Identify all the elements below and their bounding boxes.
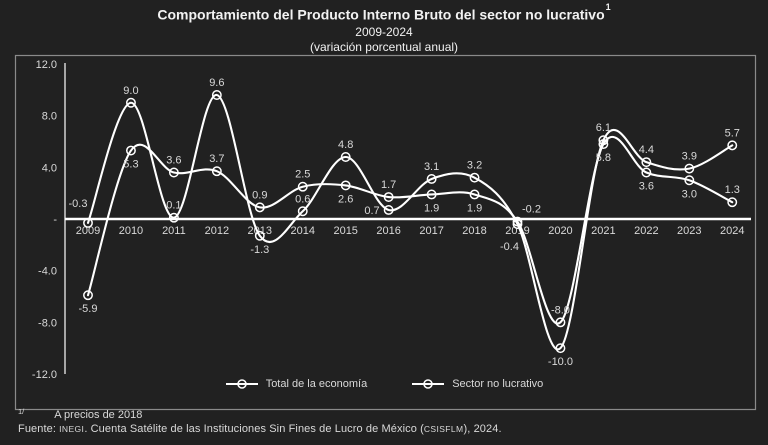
x-axis-year-label: 2020: [548, 225, 573, 237]
chart-units-label: (variación porcentual anual): [309, 39, 459, 54]
footnote-text: A precios de 2018: [54, 409, 143, 421]
data-point-label: 9.0: [123, 84, 139, 97]
data-point-label: 0.1: [166, 199, 182, 212]
data-point-label: 0.9: [252, 189, 268, 202]
footnote-ref: 1/: [18, 407, 25, 416]
data-point-label: 3.1: [423, 160, 440, 173]
chart-period-subtitle: 2009-2024: [355, 24, 413, 39]
data-point-label: 1.9: [466, 202, 483, 215]
source-suffix: ), 2024.: [463, 423, 502, 435]
y-tick-label: -: [53, 214, 57, 226]
x-axis-year-label: 2011: [162, 225, 186, 237]
data-point-label: 1.9: [423, 202, 440, 215]
data-point-label: 5.8: [595, 152, 612, 165]
x-axis-year-label: 2009: [75, 225, 101, 237]
data-point-label: 3.0: [681, 188, 697, 201]
chart-legend: [0, 378, 768, 390]
data-point-label: 0.7: [364, 204, 380, 217]
y-tick-label: 8.0: [41, 110, 57, 123]
x-axis-year-label: 2024: [720, 225, 745, 237]
data-point-label: 4.4: [638, 144, 654, 157]
source-prefix: Fuente:: [18, 423, 60, 435]
legend-label-total-economia: Total de la economía: [265, 378, 368, 390]
x-axis-year-label: 2023: [677, 225, 702, 237]
data-point-label: 3.9: [681, 150, 697, 163]
data-point-label: 6.1: [595, 122, 612, 135]
data-point-label: 2.5: [295, 168, 311, 181]
data-point-label: 5.7: [724, 127, 740, 140]
source-middle: . Cuenta Satélite de las Instituciones Sin Fines de Lucro de México (: [84, 423, 424, 435]
footnote-line: [18, 409, 142, 421]
data-point-label: 5.3: [123, 158, 139, 171]
y-tick-label: 4.0: [41, 162, 57, 175]
line-marker-icon: [411, 379, 445, 389]
legend-item-sector-no-lucrativo: [411, 378, 543, 390]
x-axis-year-label: 2017: [419, 225, 444, 237]
source-acronym: CSISFLM: [423, 424, 464, 434]
data-point-label: 3.6: [638, 180, 654, 193]
line-marker-icon: [225, 379, 259, 389]
y-tick-label: -8.0: [38, 317, 57, 330]
data-point-label: 1.7: [381, 179, 397, 192]
y-tick-label: -4.0: [38, 265, 57, 278]
y-tick-label: 12.0: [35, 58, 57, 71]
x-axis-year-label: 2016: [376, 225, 401, 237]
title-footnote-ref: 1: [605, 2, 611, 12]
data-point-label: -8.0: [550, 304, 570, 317]
series-line-sector-no-lucrativo: [88, 95, 732, 349]
x-axis-year-label: 2019: [505, 225, 530, 237]
data-point-label: 0.6: [295, 193, 311, 206]
data-point-label: -0.4: [500, 241, 519, 254]
x-axis-year-label: 2021: [591, 225, 616, 237]
source-institution: INEGI: [59, 424, 85, 434]
x-axis-year-label: 2015: [333, 225, 358, 237]
source-line: [18, 423, 502, 435]
data-point-label: -0.2: [522, 203, 541, 216]
x-axis-year-label: 2010: [118, 225, 144, 237]
legend-label-sector-no-lucrativo: Sector no lucrativo: [452, 378, 544, 390]
x-axis-year-label: 2012: [204, 225, 230, 237]
data-point-label: 4.8: [338, 139, 354, 151]
data-point-label: 3.6: [166, 154, 182, 167]
data-point-label: -1.3: [250, 243, 270, 256]
x-axis-year-label: 2022: [634, 225, 659, 237]
data-point-label: -5.9: [78, 303, 98, 316]
data-point-label: 3.2: [466, 159, 483, 172]
data-point-label: 9.6: [209, 77, 225, 89]
data-point-label: -10.0: [547, 356, 573, 369]
x-axis-year-label: 2018: [462, 225, 487, 237]
legend-item-total-economia: [225, 378, 368, 390]
y-tick-label: -12.0: [31, 369, 57, 382]
chart-title-text: Comportamiento del Producto Interno Bruto del sector no lucrativo: [157, 6, 605, 23]
data-point-label: 3.7: [209, 153, 225, 166]
x-axis-year-label: 2014: [290, 225, 315, 237]
x-axis-year-label: 2013: [247, 225, 273, 237]
data-point-label: -0.3: [68, 197, 88, 210]
data-point-label: 1.3: [724, 184, 740, 197]
data-point-label: 2.6: [338, 193, 354, 206]
